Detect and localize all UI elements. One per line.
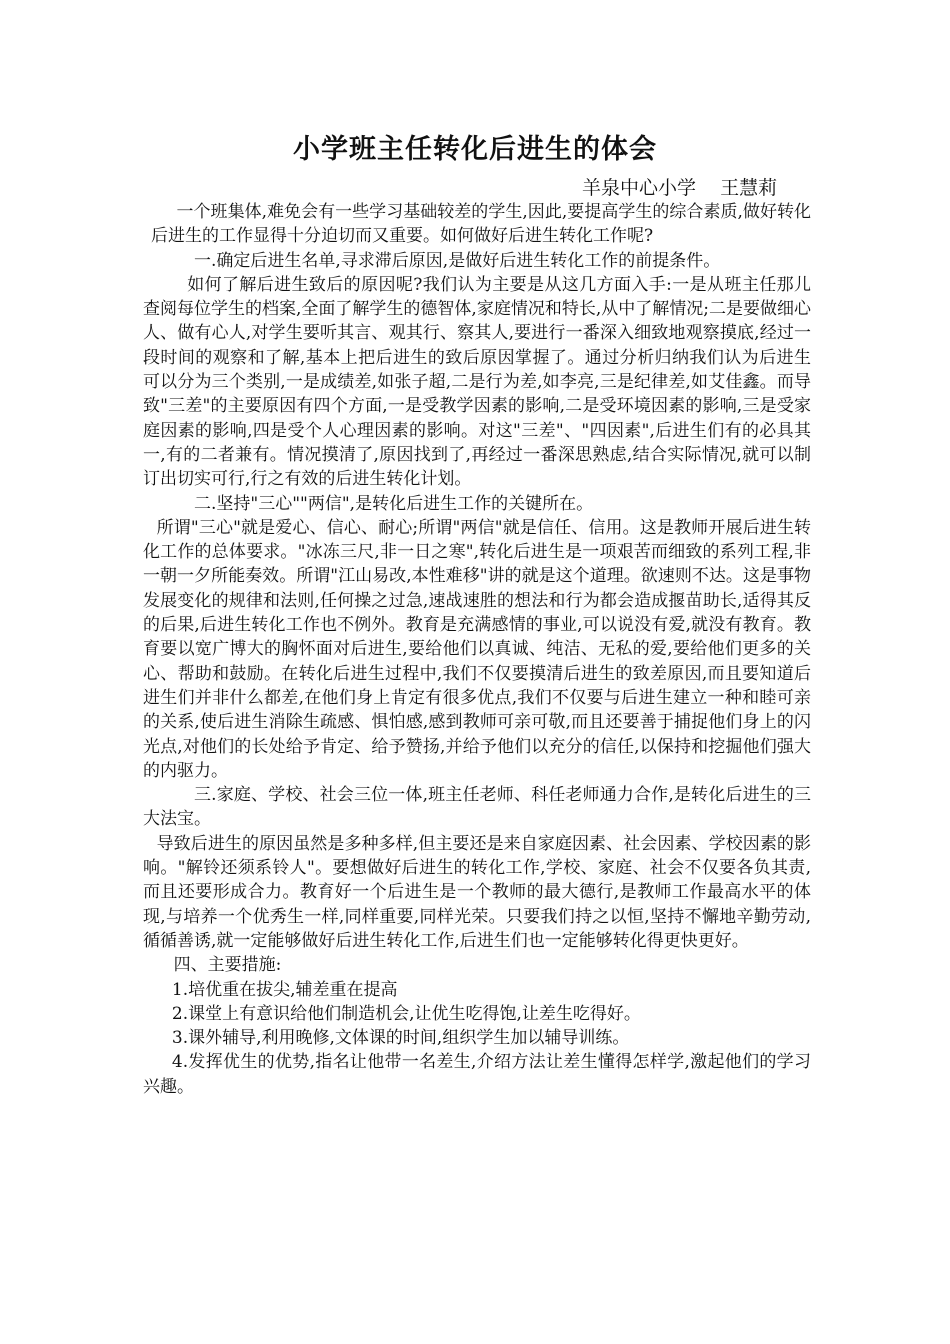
intro-paragraph: 一个班集体,难免会有一些学习基础较差的学生,因此,要提高学生的综合素质,做好转化后进生的工作显得十分迫切而又重要。如何做好后进生转化工作呢? xyxy=(151,202,811,247)
measure-item: 2.课堂上有意识给他们制造机会,让优生吃得饱,让差生吃得好。 xyxy=(171,1003,641,1024)
measure-item: 3.课外辅导,利用晚修,文体课的时间,组织学生加以辅导训练。 xyxy=(171,1028,630,1049)
measure-item: 1.培优重在拔尖,辅差重在提高 xyxy=(171,979,398,1000)
body-paragraph: 导致后进生的原因虽然是多种多样,但主要还是来自家庭因素、社会因素、学校因素的影响。"解铃还须系铃人"。要想做好后进生的转化工作,学校、家庭、社会不仅要各负其责,而且还要形成合力。教育好一个后进生是一个教师的最大德行,是教师工作最高水平的体现,与培养一个优秀生一样,同样重要,同样光荣。只要我们持之以恒,坚持不懈地辛勤劳动,循循善诱,就一定能够做好后进生转化工作,后进生们也一定能够转化得更快更好。 xyxy=(143,833,811,951)
document-body xyxy=(143,200,811,1099)
document-title: 小学班主任转化后进生的体会 xyxy=(293,134,657,165)
body-paragraph: 所谓"三心"就是爱心、信心、耐心;所谓"两信"就是信任、信用。这是教师开展后进生转化工作的总体要求。"冰冻三尺,非一日之寒",转化后进生是一项艰苦而细致的系列工程,非一朝一夕所能奏效。所谓"江山易改,本性难移"讲的就是这个道理。欲速则不达。这是事物发展变化的规律和法则,任何操之过急,速战速胜的想法和行为都会造成揠苗助长,适得其反的后果,后进生转化工作也不例外。教育是充满感情的事业,可以说没有爱,就没有教育。教育要以宽广博大的胸怀面对后进生,要给他们以真诚、纯洁、无私的爱,要给他们更多的关心、帮助和鼓励。在转化后进生过程中,我们不仅要摸清后进生的致差原因,而且要知道后进生们并非什么都差,在他们身上肯定有很多优点,我们不仅要与后进生建立一种和睦可亲的关系,使后进生消除生疏感、惧怕感,感到教师可亲可敬,而且还要善于捕捉他们身上的闪光点,对他们的长处给予肯定、给予赞扬,并给予他们以充分的信任,以保持和挖掘他们强大的内驱力。 xyxy=(143,517,811,781)
section-heading-3: 三.家庭、学校、社会三位一体,班主任老师、科任老师通力合作,是转化后进生的三大法宝。 xyxy=(143,785,811,830)
body-paragraph: 如何了解后进生致后的原因呢?我们认为主要是从这几方面入手:一是从班主任那儿查阅每位学生的档案,全面了解学生的德智体,家庭情况和特长,从中了解情况;二是要做细心人、做有心人,对学生要听其言、观其行、察其人,要进行一番深入细致地观察摸底,经过一段时间的观察和了解,基本上把后进生的致后原因掌握了。通过分析归纳我们认为后进生可以分为三个类别,一是成绩差,如张子超,二是行为差,如李亮,三是纪律差,如艾佳鑫。而导致"三差"的主要原因有四个方面,一是受教学因素的影响,二是受环境因素的影响,三是受家庭因素的影响,四是受个人心理因素的影响。对这"三差"、"四因素",后进生们有的必具其一,有的二者兼有。情况摸清了,原因找到了,再经过一番深思熟虑,结合实际情况,就可以制订出切实可行,行之有效的后进生转化计划。 xyxy=(143,274,811,490)
section-heading-4: 四、主要措施: xyxy=(173,955,282,976)
author-line: 羊泉中心小学 王慧莉 xyxy=(582,177,778,199)
measure-item: 4.发挥优生的优势,指名让他带一名差生,介绍方法让差生懂得怎样学,激起他们的学习兴趣。 xyxy=(143,1052,811,1097)
section-heading-2: 二.坚持"三心""两信",是转化后进生工作的关键所在。 xyxy=(194,493,594,514)
section-heading-1: 一.确定后进生名单,寻求滞后原因,是做好后进生转化工作的前提条件。 xyxy=(194,250,721,271)
